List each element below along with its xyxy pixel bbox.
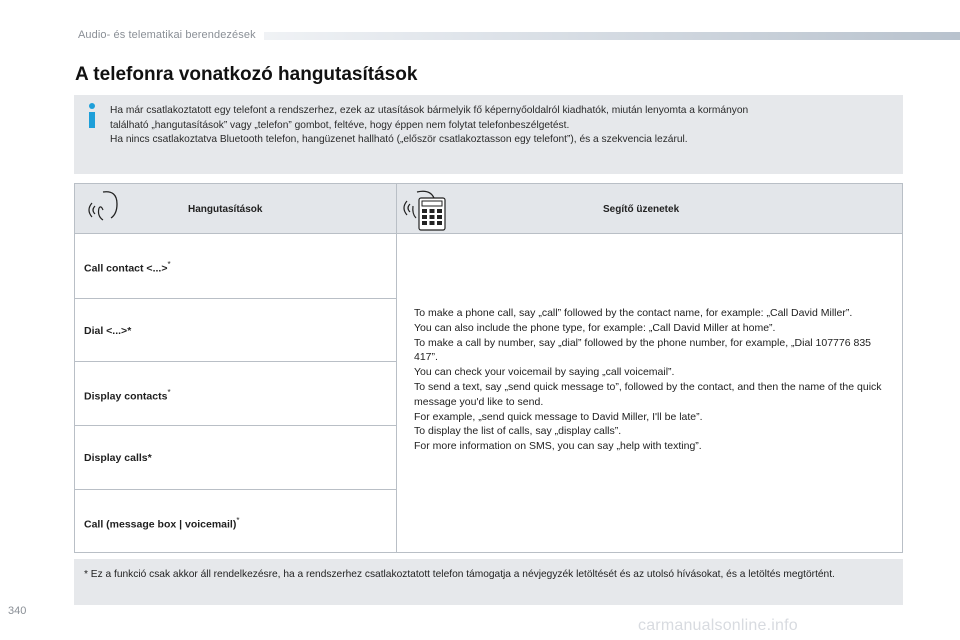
table-row [75,235,396,299]
page-heading: A telefonra vonatkozó hangutasítások [75,64,418,85]
command-label: Call (message box | voicemail) [84,518,237,531]
voice-command-table [74,183,903,553]
help-line: To make a call by number, say „dial” followed by the phone number, for example, „Dial 107776 835 417”. [414,336,872,364]
col-header-commands: Hangutasítások [188,204,263,215]
help-line: To send a text, say „send quick message to”, followed by the contact, and then the name of the quick message you'd like to send. [414,380,882,408]
col-header-help: Segítő üzenetek [603,204,680,215]
table-header [75,184,902,234]
footnote-mark: * [167,260,171,269]
table-row [75,426,396,490]
help-line: You can also include the phone type, for example: „Call David Miller at home”. [414,321,776,334]
table-row [75,490,396,552]
help-line: To display the list of calls, say „display calls”. [414,425,622,438]
info-text [110,104,895,148]
column-divider [396,184,397,552]
help-message [414,306,894,454]
help-line: You can check your voicemail by saying „call voicemail”. [414,366,675,379]
footnote-text: * Ez a funkció csak akkor áll rendelkezésre, ha a rendszerhez csatlakoztatott telefon támogatja a névjegyzék letöltését és az utolsó hívásokat, és a letöltés megtörtént. [84,569,835,580]
page-number: 340 [8,605,27,617]
info-icon [86,103,98,129]
command-label: Display calls [84,452,148,464]
command-label: Display contacts [84,390,168,403]
voice-keypad-icon [402,188,448,232]
watermark: carmanualsonline.info [638,617,798,634]
table-row [75,299,396,362]
command-label: Dial <...> [84,325,128,337]
footnote-mark: * [127,325,132,337]
footnote-box [74,559,903,605]
help-line: For more information on SMS, you can say „help with texting”. [414,440,702,453]
info-line: Ha nincs csatlakoztatva Bluetooth telefon, hangüzenet hallható („először csatlakoztasson egy telefont”), és a szekvencia lezárul. [110,134,688,146]
footnote-mark: * [147,452,152,464]
command-label: Call contact <...> [84,262,168,275]
footnote-mark: * [167,388,171,397]
info-box [74,95,903,174]
table-row [75,362,396,426]
info-line: Ha már csatlakoztatott egy telefont a rendszerhez, ezek az utasítások bármelyik fő képernyőoldalról kiadhatók, miután lenyomta a kormányon [110,105,749,116]
voice-command-icon [87,188,123,224]
help-line: To make a phone call, say „call” followed by the contact name, for example: „Call David Miller”. [414,307,853,319]
info-line: található „hangutasítások” vagy „telefon” gombot, feltéve, hogy éppen nem folytat telefonbeszélgetést. [110,119,570,131]
section-title: Audio- és telematikai berendezések [78,29,264,41]
footnote-mark: * [236,516,240,525]
help-line: For example, „send quick message to David Miller, I'll be late”. [414,410,703,423]
